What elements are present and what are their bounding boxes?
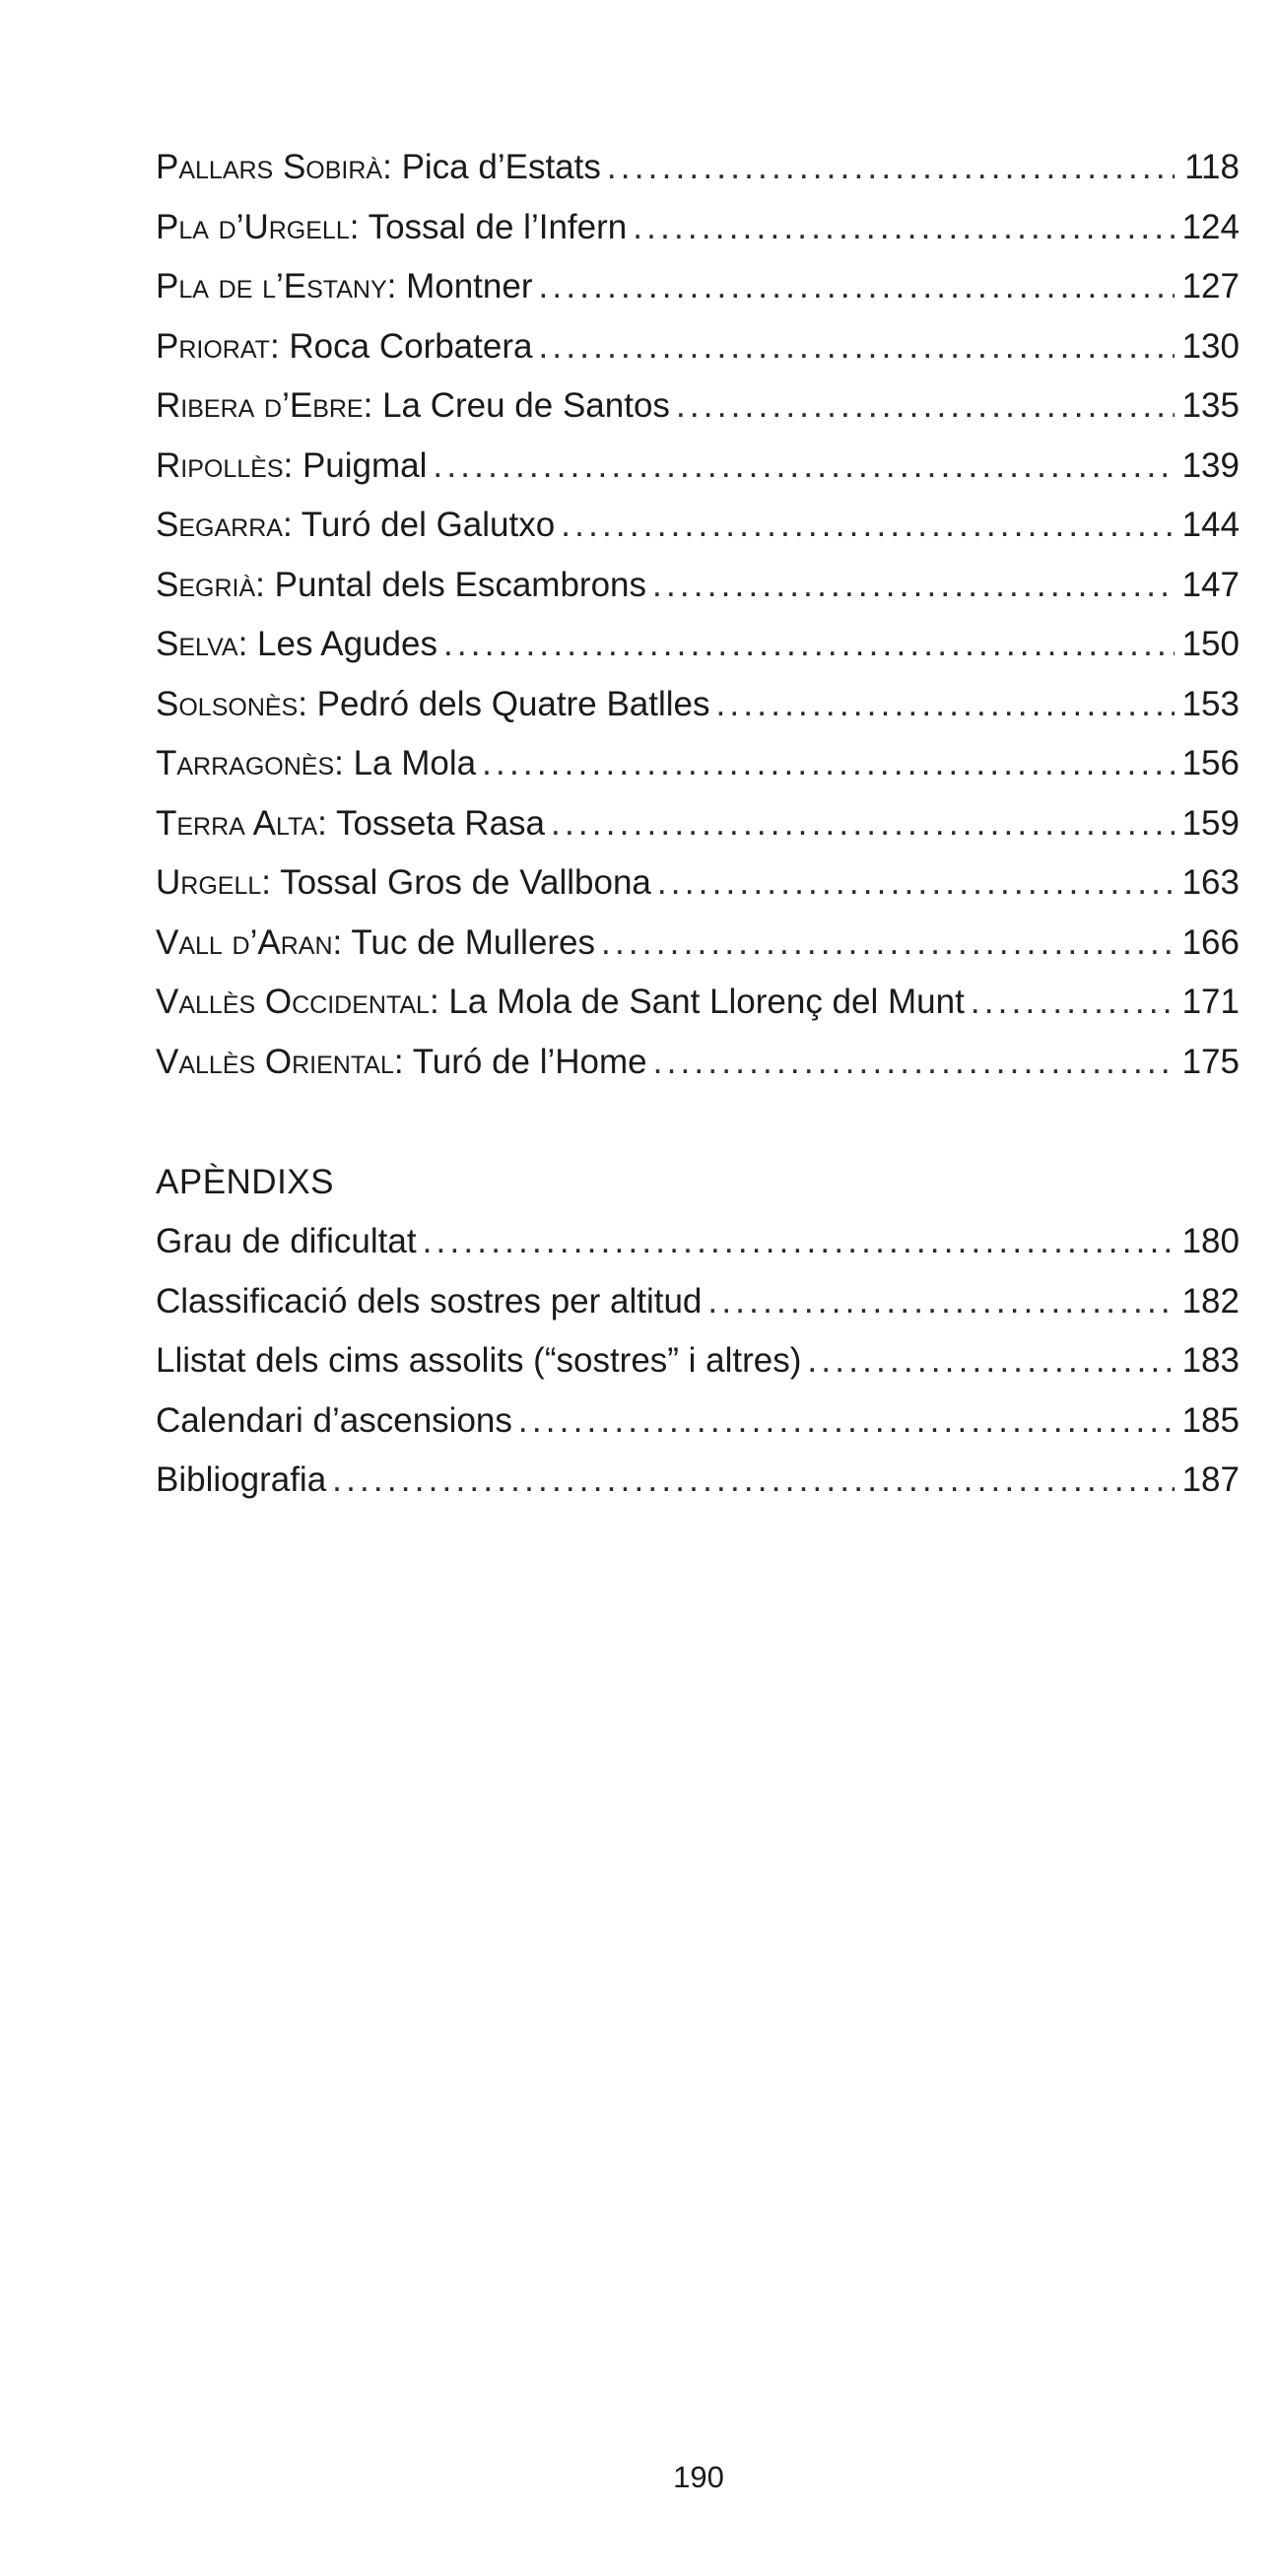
entry-label: Vall d’Aran: Tuc de Mulleres bbox=[156, 922, 596, 962]
toc-entry[interactable] bbox=[156, 257, 1240, 317]
toc-regions-list bbox=[156, 138, 1240, 1092]
dot-leader bbox=[707, 1272, 1175, 1331]
entry-peak: Pedró dels Quatre Batlles bbox=[316, 684, 710, 723]
toc-entry[interactable] bbox=[156, 675, 1240, 735]
toc-entry[interactable] bbox=[156, 317, 1240, 377]
entry-region: Pla de l’Estany bbox=[156, 267, 387, 305]
entry-peak: Tossal Gros de Vallbona bbox=[280, 863, 651, 902]
toc-entry[interactable] bbox=[156, 1212, 1240, 1272]
entry-peak: Les Agudes bbox=[257, 625, 437, 663]
entry-page-number: 124 bbox=[1181, 207, 1240, 246]
entry-label: Selva: Les Agudes bbox=[156, 625, 437, 663]
dot-leader bbox=[561, 496, 1175, 555]
entry-page-number: 159 bbox=[1181, 803, 1240, 843]
toc-entry[interactable] bbox=[156, 794, 1240, 854]
entry-label: Urgell: Tossal Gros de Vallbona bbox=[156, 863, 651, 902]
dot-leader bbox=[657, 853, 1175, 913]
appendix-heading: APÈNDIXS bbox=[156, 1163, 334, 1201]
entry-peak: Tosseta Rasa bbox=[335, 803, 546, 843]
entry-page-number: 150 bbox=[1181, 625, 1240, 663]
entry-page-number: 163 bbox=[1181, 863, 1240, 902]
entry-label: Grau de dificultat bbox=[156, 1222, 417, 1260]
toc-entry[interactable] bbox=[156, 198, 1240, 258]
toc-entry[interactable] bbox=[156, 914, 1240, 974]
toc-appendix-section bbox=[156, 1153, 1240, 1511]
dot-leader bbox=[518, 1391, 1175, 1451]
entry-page-number: 135 bbox=[1181, 386, 1240, 425]
toc-entry[interactable] bbox=[156, 138, 1240, 198]
entry-label: Classificació dels sostres per altitud bbox=[156, 1281, 703, 1321]
entry-label: Priorat: Roca Corbatera bbox=[156, 326, 533, 366]
toc-entry[interactable] bbox=[156, 1331, 1240, 1391]
entry-region: Urgell bbox=[156, 863, 262, 902]
entry-region: Terra Alta bbox=[156, 803, 318, 843]
entry-page-number: 118 bbox=[1184, 148, 1240, 186]
dot-leader bbox=[433, 437, 1175, 496]
dot-leader bbox=[423, 1212, 1175, 1271]
entry-region: Ribera d’Ebre bbox=[156, 386, 364, 425]
toc-entry[interactable] bbox=[156, 734, 1240, 794]
entry-label: Pla de l’Estany: Montner bbox=[156, 267, 533, 305]
entry-region: Selva bbox=[156, 625, 238, 663]
entry-region: Solsonès bbox=[156, 684, 299, 723]
entry-label: Bibliografia bbox=[156, 1460, 327, 1499]
dot-leader bbox=[653, 1033, 1175, 1092]
toc-entry[interactable] bbox=[156, 1272, 1240, 1332]
entry-label: Ribera d’Ebre: La Creu de Santos bbox=[156, 386, 670, 425]
entry-page-number: 127 bbox=[1181, 267, 1240, 305]
entry-label: Segrià: Puntal dels Escambrons bbox=[156, 565, 647, 604]
entry-page-number: 185 bbox=[1181, 1400, 1240, 1440]
toc-entry[interactable] bbox=[156, 376, 1240, 437]
entry-peak: La Mola bbox=[353, 744, 477, 782]
entry-peak: Tuc de Mulleres bbox=[351, 922, 596, 962]
entry-region: Pallars Sobirà bbox=[156, 148, 383, 186]
entry-label: Pallars Sobirà: Pica d’Estats bbox=[156, 148, 601, 186]
entry-region: Vallès Oriental bbox=[156, 1042, 394, 1081]
entry-page-number: 180 bbox=[1181, 1222, 1240, 1260]
toc-entry[interactable] bbox=[156, 615, 1240, 675]
entry-page-number: 130 bbox=[1181, 326, 1240, 366]
entry-label: Calendari d’ascensions bbox=[156, 1400, 512, 1440]
entry-label: Vallès Occidental: La Mola de Sant Llorenç del Munt bbox=[156, 983, 965, 1021]
toc-entry[interactable] bbox=[156, 556, 1240, 616]
toc-entry[interactable] bbox=[156, 1451, 1240, 1511]
toc-entry[interactable] bbox=[156, 853, 1240, 914]
entry-peak: Turó del Galutxo bbox=[301, 506, 556, 544]
entry-label: Segarra: Turó del Galutxo bbox=[156, 506, 556, 544]
entry-label: Solsonès: Pedró dels Quatre Batlles bbox=[156, 684, 710, 723]
entry-page-number: 153 bbox=[1181, 684, 1240, 723]
entry-peak: Montner bbox=[406, 267, 533, 305]
dot-leader bbox=[538, 257, 1175, 316]
entry-peak: Puntal dels Escambrons bbox=[274, 565, 647, 604]
dot-leader bbox=[676, 376, 1175, 436]
dot-leader bbox=[716, 675, 1175, 734]
dot-leader bbox=[971, 973, 1175, 1032]
entry-label: Pla d’Urgell: Tossal de l’Infern bbox=[156, 207, 628, 246]
dot-leader bbox=[807, 1331, 1175, 1390]
entry-page-number: 166 bbox=[1181, 922, 1240, 962]
entry-region: Vall d’Aran bbox=[156, 922, 333, 962]
toc-entry[interactable] bbox=[156, 973, 1240, 1033]
dot-leader bbox=[601, 914, 1175, 973]
entry-region: Pla d’Urgell bbox=[156, 207, 350, 246]
entry-peak: La Creu de Santos bbox=[382, 386, 670, 425]
entry-peak: La Mola de Sant Llorenç del Munt bbox=[448, 983, 965, 1021]
entry-page-number: 175 bbox=[1181, 1042, 1240, 1081]
entry-region: Segarra bbox=[156, 506, 283, 544]
dot-leader bbox=[551, 794, 1175, 853]
entry-peak: Pica d’Estats bbox=[401, 148, 601, 186]
entry-page-number: 139 bbox=[1181, 445, 1240, 485]
entry-region: Ripollès bbox=[156, 445, 284, 485]
dot-leader bbox=[652, 556, 1175, 615]
entry-label: Terra Alta: Tosseta Rasa bbox=[156, 803, 546, 843]
entry-page-number: 187 bbox=[1181, 1460, 1240, 1499]
entry-peak: Roca Corbatera bbox=[289, 326, 533, 366]
entry-page-number: 183 bbox=[1181, 1341, 1240, 1380]
entry-page-number: 144 bbox=[1181, 506, 1240, 544]
entry-region: Segrià bbox=[156, 565, 256, 604]
page-number-footer: 190 bbox=[673, 2460, 724, 2494]
entry-peak: Puigmal bbox=[302, 445, 428, 485]
entry-page-number: 182 bbox=[1181, 1281, 1240, 1321]
toc-entry[interactable] bbox=[156, 437, 1240, 497]
dot-leader bbox=[482, 734, 1175, 793]
dot-leader bbox=[443, 615, 1175, 674]
entry-label: Vallès Oriental: Turó de l’Home bbox=[156, 1042, 647, 1081]
entry-label: Ripollès: Puigmal bbox=[156, 445, 428, 485]
entry-page-number: 156 bbox=[1181, 744, 1240, 782]
entry-region: Priorat bbox=[156, 326, 270, 366]
dot-leader bbox=[332, 1451, 1175, 1510]
entry-peak: Tossal de l’Infern bbox=[368, 207, 628, 246]
entry-label: Llistat dels cims assolits (“sostres” i altres) bbox=[156, 1341, 802, 1380]
entry-region: Vallès Occidental bbox=[156, 983, 430, 1021]
toc-entry[interactable] bbox=[156, 1033, 1240, 1093]
dot-leader bbox=[538, 317, 1175, 376]
entry-page-number: 171 bbox=[1181, 983, 1240, 1021]
toc-entry[interactable] bbox=[156, 496, 1240, 556]
entry-page-number: 147 bbox=[1181, 565, 1240, 604]
entry-peak: Turó de l’Home bbox=[412, 1042, 647, 1081]
entry-label: Tarragonès: La Mola bbox=[156, 744, 477, 782]
dot-leader bbox=[607, 138, 1175, 197]
entry-region: Tarragonès bbox=[156, 744, 335, 782]
toc-entry[interactable] bbox=[156, 1391, 1240, 1452]
dot-leader bbox=[633, 198, 1175, 257]
